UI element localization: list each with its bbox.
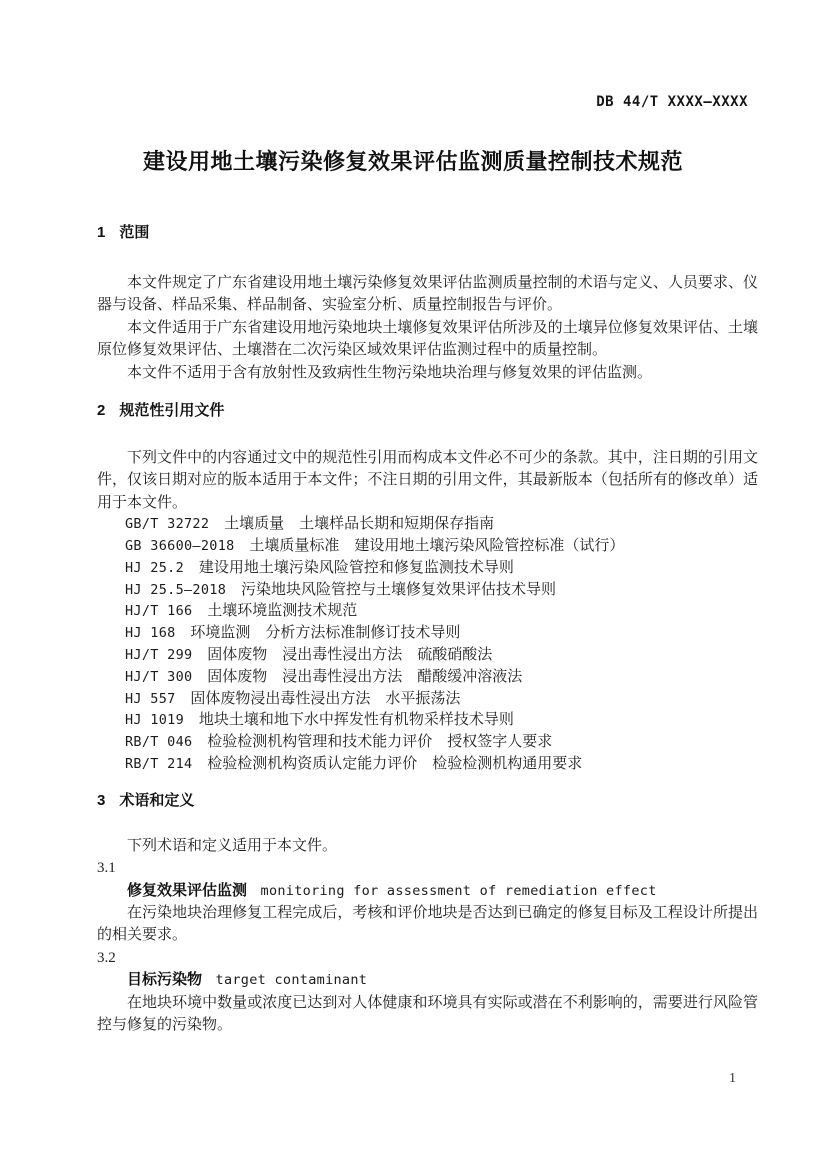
reference-code: HJ 168 [125, 625, 176, 642]
terms-intro-paragraph: 下列术语和定义适用于本文件。 [127, 837, 338, 854]
reference-code: RB/T 214 [125, 756, 193, 773]
reference-item [125, 580, 758, 602]
reference-name: 污染地块风险管控与土壤修复效果评估技术导则 [240, 581, 556, 598]
reference-code: HJ/T 166 [125, 603, 193, 620]
reference-name: 建设用地土壤污染风险管控和修复监测技术导则 [198, 559, 514, 576]
scope-paragraph: 本文件规定了广东省建设用地土壤污染修复效果评估监测质量控制的术语与定义、人员要求、仪器与设备、样品采集、样品制备、实验室分析、质量控制报告与评价。 [97, 275, 758, 314]
section-title: 术语和定义 [119, 791, 195, 809]
term-definition: 在地块环境中数量或浓度已达到对人体健康和环境具有实际或潜在不利影响的，需要进行风险管控与修复的污染物。 [97, 994, 758, 1034]
normative-intro-paragraph: 下列文件中的内容通过文中的规范性引用而构成本文件必不可少的条款。其中，注日期的引用文件，仅该日期对应的版本适用于本文件；不注日期的引用文件，其最新版本（包括所有的修改单）适用于本文件。 [97, 450, 758, 511]
reference-name: 检验检测机构管理和技术能力评价 授权签字人要求 [207, 734, 553, 751]
scope-paragraph: 本文件不适用于含有放射性及致病性生物污染地块治理与修复效果的评估监测。 [127, 364, 653, 381]
reference-name: 土壤环境监测技术规范 [207, 603, 358, 620]
term-name-zh: 目标污染物 [127, 971, 203, 989]
scope-paragraph: 本文件适用于广东省建设用地污染地块土壤修复效果评估所涉及的土壤异位修复效果评估、土壤原位修复效果评估、土壤潜在二次污染区域效果评估监测过程中的质量控制。 [97, 319, 758, 359]
term-name-en: target contaminant [215, 972, 368, 989]
reference-item [125, 710, 758, 732]
term-definition: 在污染地块治理修复工程完成后，考核和评价地块是否达到已确定的修复目标及工程设计所提出的相关要求。 [97, 905, 758, 944]
reference-item [125, 667, 758, 689]
term-number: 3.1 [97, 860, 116, 877]
section-number: 3 [97, 791, 106, 809]
reference-item [125, 558, 758, 580]
reference-name: 环境监测 分析方法标准制修订技术导则 [190, 625, 461, 642]
reference-item [125, 514, 758, 536]
reference-name: 检验检测机构资质认定能力评价 检验检测机构通用要求 [207, 756, 583, 773]
section-heading-scope [97, 225, 758, 241]
document-title: 建设用地土壤污染修复效果评估监测质量控制技术规范 [142, 149, 683, 174]
reference-code: HJ 1019 [125, 712, 184, 729]
reference-item [125, 645, 758, 667]
section-number: 1 [97, 224, 106, 241]
document-body [97, 225, 758, 1036]
reference-name: 固体废物浸出毒性浸出方法 水平振荡法 [190, 690, 461, 707]
reference-item [125, 623, 758, 645]
reference-item [125, 536, 758, 558]
term-name-line [97, 969, 758, 991]
reference-code: HJ 25.5—2018 [125, 581, 227, 598]
section-heading-terms [97, 793, 758, 809]
reference-code: HJ 25.2 [125, 559, 184, 576]
reference-code: GB 36600—2018 [125, 538, 235, 555]
page-number: 1 [729, 1071, 736, 1086]
reference-list [97, 514, 758, 776]
reference-code: HJ/T 300 [125, 668, 193, 685]
term-number: 3.2 [97, 949, 116, 966]
reference-name: 固体废物 浸出毒性浸出方法 硫酸硝酸法 [207, 647, 493, 664]
term-name-zh: 修复效果评估监测 [127, 881, 248, 899]
reference-item [125, 689, 758, 711]
section-number: 2 [97, 402, 106, 420]
reference-item [125, 754, 758, 776]
term-entry [97, 947, 758, 1037]
reference-name: 土壤质量标准 建设用地土壤污染风险管控标准（试行） [249, 538, 625, 555]
term-entry [97, 857, 758, 947]
reference-name: 地块土壤和地下水中挥发性有机物采样技术导则 [198, 712, 514, 729]
document-number: DB 44/T XXXX—XXXX [596, 94, 748, 110]
reference-name: 土壤质量 土壤样品长期和短期保存指南 [224, 516, 495, 533]
reference-code: RB/T 046 [125, 734, 193, 751]
reference-name: 固体废物 浸出毒性浸出方法 醋酸缓冲溶液法 [207, 668, 523, 685]
reference-item [125, 732, 758, 754]
section-title: 范围 [119, 224, 150, 241]
term-name-line [97, 880, 758, 902]
reference-item [125, 601, 758, 623]
term-name-en: monitoring for assessment of remediation effect [260, 882, 657, 899]
reference-code: HJ 557 [125, 690, 176, 707]
reference-code: GB/T 32722 [125, 516, 210, 533]
section-heading-normative-references [97, 403, 758, 419]
reference-code: HJ/T 299 [125, 647, 193, 664]
section-title: 规范性引用文件 [119, 402, 225, 420]
